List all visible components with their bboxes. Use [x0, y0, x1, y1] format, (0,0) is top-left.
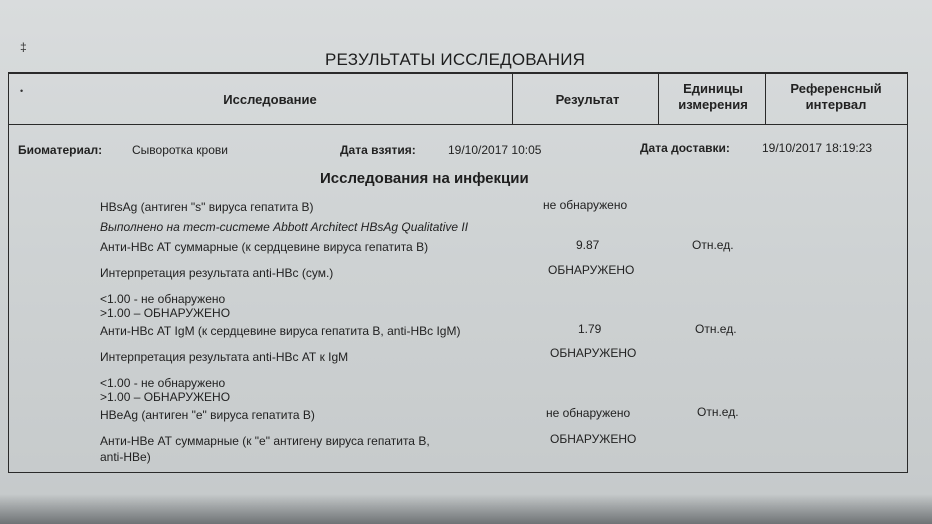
row-result: не обнаружено — [546, 406, 631, 420]
header-units: Единицы измерения — [678, 81, 748, 112]
delivered-label: Дата доставки: — [640, 141, 730, 155]
corner-mark: ‡ — [20, 40, 27, 54]
bullet-mark: • — [20, 86, 24, 96]
row-name-line2: anti-HBe) — [100, 450, 151, 464]
row-name: Интерпретация результата anti-HBc (сум.) — [100, 266, 334, 280]
row-name: HBeAg (антиген "е" вируса гепатита В) — [100, 408, 315, 422]
row-reference-low: <1.00 - не обнаружено — [100, 292, 226, 306]
row-reference-high: >1.00 – ОБНАРУЖЕНО — [100, 306, 231, 320]
biomaterial-value: Сыворотка крови — [132, 143, 228, 157]
row-result: 9.87 — [576, 238, 600, 252]
row-name: Интерпретация результата anti-HBc АТ к IgM — [100, 350, 349, 364]
header-divider — [8, 124, 907, 125]
row-name: HBsAg (антиген "s" вируса гепатита В) — [100, 200, 314, 214]
taken-label: Дата взятия: — [340, 143, 416, 157]
row-name-line1: Анти-HBe АТ суммарные (к "е" антигену вируса гепатита В, — [100, 434, 430, 448]
document-title: РЕЗУЛЬТАТЫ ИССЛЕДОВАНИЯ — [325, 50, 586, 69]
row-reference-high: >1.00 – ОБНАРУЖЕНО — [100, 390, 231, 404]
row-units: Отн.ед. — [695, 322, 737, 336]
section-title: Исследования на инфекции — [320, 170, 529, 187]
row-units: Отн.ед. — [692, 238, 734, 252]
header-test: Исследование — [223, 92, 317, 107]
col-divider-2 — [658, 74, 659, 124]
row-result: ОБНАРУЖЕНО — [550, 432, 637, 446]
col-divider-3 — [765, 74, 766, 124]
row-result: 1.79 — [578, 322, 602, 336]
page-shadow — [0, 494, 932, 524]
row-units: Отн.ед. — [697, 405, 739, 419]
delivered-value: 19/10/2017 18:19:23 — [762, 141, 873, 155]
taken-value: 19/10/2017 10:05 — [448, 143, 542, 157]
row-result: не обнаружено — [543, 198, 628, 212]
row-reference-low: <1.00 - не обнаружено — [100, 376, 226, 390]
row-name: Анти-HBc АТ суммарные (к сердцевине вируса гепатита В) — [100, 240, 429, 254]
header-result: Результат — [555, 92, 620, 107]
row-name: Анти-HBc АТ IgM (к сердцевине вируса гепатита В, anti-HBc IgM) — [100, 324, 461, 338]
col-divider-1 — [512, 74, 513, 124]
row-note: Выполнено на тест-системе Abbott Architect HBsAg Qualitative II — [100, 220, 469, 234]
header-reference: Референсный интервал — [790, 81, 882, 112]
biomaterial-label: Биоматериал: — [18, 143, 103, 157]
row-result: ОБНАРУЖЕНО — [550, 346, 637, 360]
row-result: ОБНАРУЖЕНО — [548, 263, 635, 277]
